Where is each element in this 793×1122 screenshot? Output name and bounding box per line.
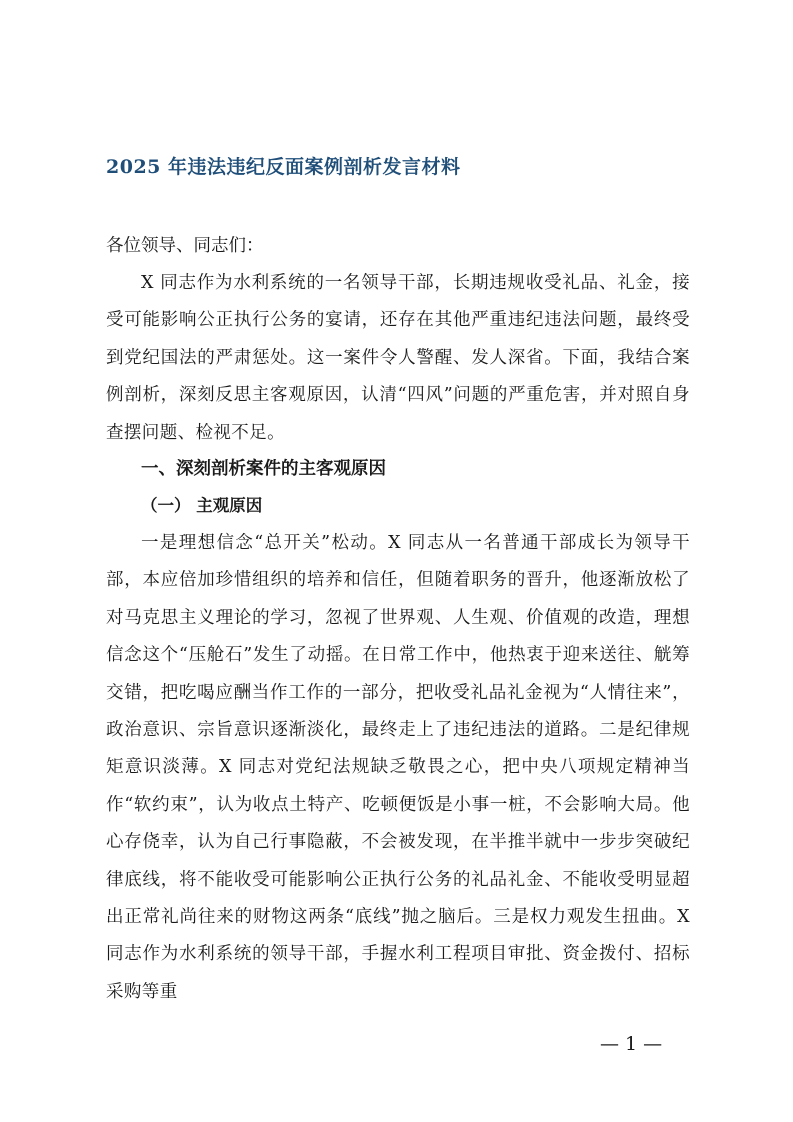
page-number: — 1 — <box>600 1033 663 1055</box>
body-paragraph-intro: X 同志作为水利系统的一名领导干部，长期违规收受礼品、礼金，接受可能影响公正执行公务的宴请，还存在其他严重违纪违法问题，最终受到党纪国法的严肃惩处。这一案件令人警醒、发人深省。下面，我结合案例剖析，深刻反思主客观原因，认清“四风”问题的严重危害，并对照自身查摆问题、检视不足。 <box>106 273 690 443</box>
section-heading-1: 一、深刻剖析案件的主客观原因 <box>141 459 386 479</box>
body-paragraph-subjective-causes: 一是理想信念“总开关”松动。X 同志从一名普通干部成长为领导干部，本应倍加珍惜组织的培养和信任，但随着职务的晋升，他逐渐放松了对马克思主义理论的学习，忽视了世界观、人生观、价值观的改造，理想信念这个“压舱石”发生了动摇。在日常工作中，他热衷于迎来送往、觥筹交错，把吃喝应酬当作工作的一部分，把收受礼品礼金视为“人情往来”，政治意识、宗旨意识逐渐淡化，最终走上了违纪违法的道路。二是纪律规矩意识淡薄。X 同志对党纪法规缺乏敬畏之心，把中央八项规定精神当作“软约束”，认为收点土特产、吃顿便饭是小事一桩，不会影响大局。他心存侥幸，认为自己行事隐蔽，不会被发现，在半推半就中一步步突破纪律底线，将不能收受可能影响公正执行公务的礼品礼金、不能收受明显超出正常礼尚往来的财物这两条“底线”抛之脑后。三是权力观发生扭曲。X 同志作为水利系统的领导干部，手握水利工程项目审批、资金拨付、招标采购等重 <box>106 533 690 1002</box>
document-title: 2025 年违法违纪反面案例剖析发言材料 <box>106 156 461 178</box>
subsection-heading-1: （一） 主观原因 <box>141 496 263 515</box>
salutation: 各位领导、同志们： <box>106 236 264 256</box>
